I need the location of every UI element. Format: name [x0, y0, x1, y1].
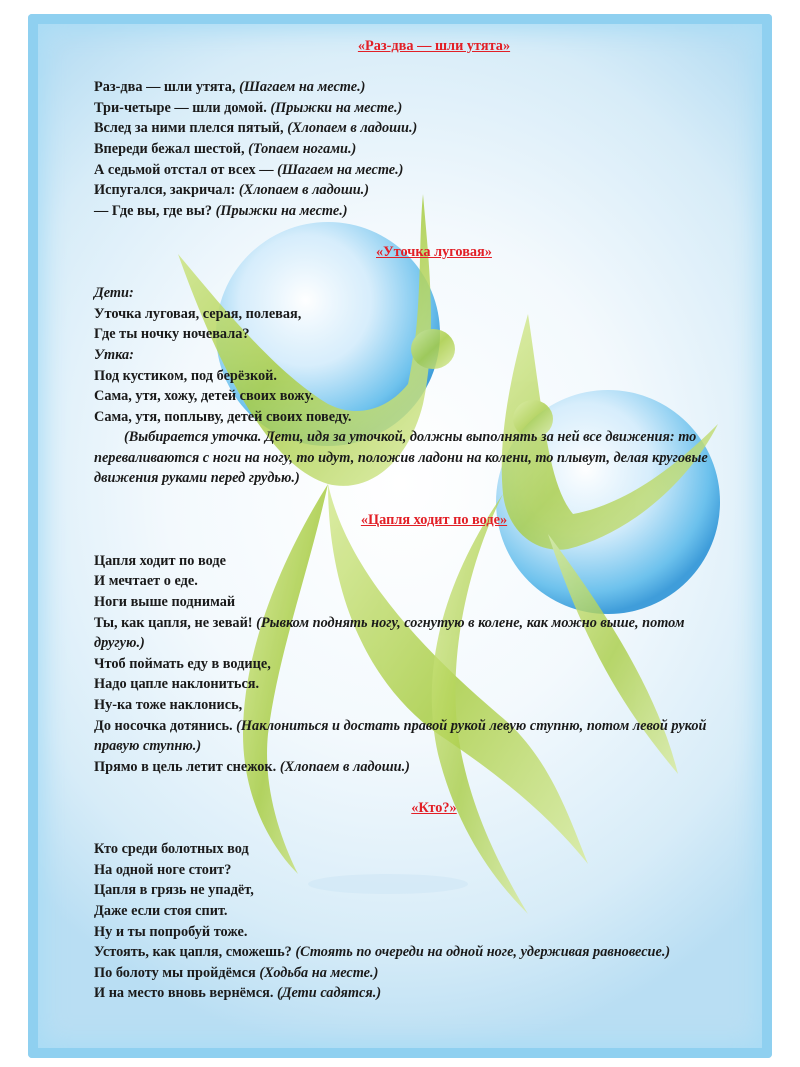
poem-line [94, 139, 734, 160]
line-note: (Шагаем на месте.) [277, 161, 404, 178]
section-2 [94, 242, 734, 510]
poem-line [94, 304, 734, 325]
line-text: Три-четыре — шли домой. [94, 99, 271, 116]
poem-line [94, 695, 734, 716]
line-note: (Стоять по очереди на одной ноге, удерживая равновесие.) [295, 944, 671, 961]
poem-line [94, 654, 734, 675]
section-title: «Раз-два — шли утята» [357, 38, 511, 54]
line-text: И мечтает о еде. [94, 573, 198, 590]
speaker-label: Утка: [94, 346, 134, 363]
poem-line [94, 345, 734, 366]
line-note: (Прыжки на месте.) [270, 99, 403, 116]
poem-line [94, 324, 734, 345]
poem-line [94, 551, 734, 572]
poem-line [94, 922, 734, 943]
line-note: (Ходьба на месте.) [259, 964, 379, 981]
line-text: Ну и ты попробуй тоже. [94, 923, 248, 940]
line-text: Раз-два — шли утята, [94, 79, 240, 96]
line-text: Устоять, как цапля, сможешь? [94, 944, 296, 961]
line-text: До носочка дотянись. [94, 717, 237, 734]
line-text: Ну-ка тоже наклонись, [94, 697, 243, 713]
page-background [28, 14, 772, 1058]
line-note: (Наклониться и достать правой рукой левую ступню, потом левой рукой правую ступню.) [94, 717, 707, 755]
line-text: Сама, утя, хожу, детей своих вожу. [94, 388, 314, 405]
poem-line [94, 942, 734, 963]
line-note: (Хлопаем в ладоши.) [238, 182, 370, 199]
line-text: А седьмой отстал от всех — [94, 161, 278, 178]
line-text: Испугался, закричал: [94, 182, 239, 199]
poem-line [94, 716, 734, 757]
line-text: Под кустиком, под берёзкой. [94, 367, 277, 384]
line-text: Уточка луговая, серая, полевая, [94, 305, 302, 322]
poem-line [94, 592, 734, 613]
poem-line [94, 386, 734, 407]
line-text: На одной ноге стоит? [94, 861, 232, 878]
poem-line [94, 963, 734, 984]
line-text: Впереди бежал шестой, [94, 140, 249, 157]
line-text: По болоту мы пройдёмся [94, 964, 260, 981]
line-text: Чтоб поймать еду в водице, [94, 655, 271, 672]
poem-line [94, 407, 734, 428]
poem-line [94, 983, 734, 1004]
section-4 [94, 798, 734, 1004]
poem-line [94, 98, 734, 119]
line-text: Цапля в грязь не упадёт, [94, 882, 254, 899]
instruction-paragraph: (Выбирается уточка. Дети, идя за уточкой, должны выполнять за ней все движения: то переваливаются с ноги на ногу, то идут, положив ладони на колени, то плывут, делая круговые движения руками перед грудью.) [94, 429, 708, 487]
poem-line [94, 880, 734, 901]
line-note: (Топаем ногами.) [248, 140, 357, 157]
poem-line [94, 180, 734, 201]
line-text: И на место вновь вернёмся. [94, 985, 277, 1002]
section-title: «Уточка луговая» [376, 243, 492, 260]
poem-line [94, 839, 734, 860]
poem-line [94, 571, 734, 592]
line-note: (Хлопаем в ладоши.) [279, 758, 410, 775]
poem-line [94, 613, 734, 654]
poem-line [94, 366, 734, 387]
line-text: Вслед за ними плелся пятый, [94, 120, 288, 137]
line-text: — Где вы, где вы? [94, 202, 216, 219]
poem-line [94, 201, 734, 222]
line-text: Прямо в цель летит снежок. [94, 758, 280, 775]
poem-line [94, 860, 734, 881]
poem-line [94, 901, 734, 922]
poem-line [94, 118, 734, 139]
line-text: Сама, утя, поплыву, детей своих поведу. [94, 408, 352, 425]
line-text: Надо цапле наклониться. [94, 676, 260, 693]
line-note: (Дети садятся.) [277, 985, 382, 1002]
line-note: (Хлопаем в ладоши.) [287, 120, 418, 137]
section-title: «Цапля ходит по воде» [360, 511, 508, 528]
line-text: Даже если стоя спит. [94, 902, 228, 919]
poem-line [94, 160, 734, 181]
line-note: (Шагаем на месте.) [239, 79, 366, 96]
poems-content [94, 36, 734, 1004]
line-text: Цапля ходит по воде [94, 552, 226, 569]
line-note: (Прыжки на месте.) [215, 202, 348, 219]
line-text: Кто среди болотных вод [94, 841, 249, 858]
line-text: Где ты ночку ночевала? [94, 326, 250, 343]
line-note: (Рывком поднять ногу, согнутую в колене, как можно выше, потом другую.) [94, 614, 685, 652]
speaker-label: Дети: [94, 285, 134, 302]
section-3 [94, 510, 734, 798]
section-1 [94, 36, 734, 242]
poem-line [94, 757, 734, 778]
poem-line [94, 77, 734, 98]
poem-line [94, 283, 734, 304]
line-text: Ноги выше поднимай [94, 594, 236, 611]
poem-line [94, 674, 734, 695]
line-text: Ты, как цапля, не зевай! [94, 614, 257, 631]
section-title: «Кто?» [411, 799, 457, 816]
